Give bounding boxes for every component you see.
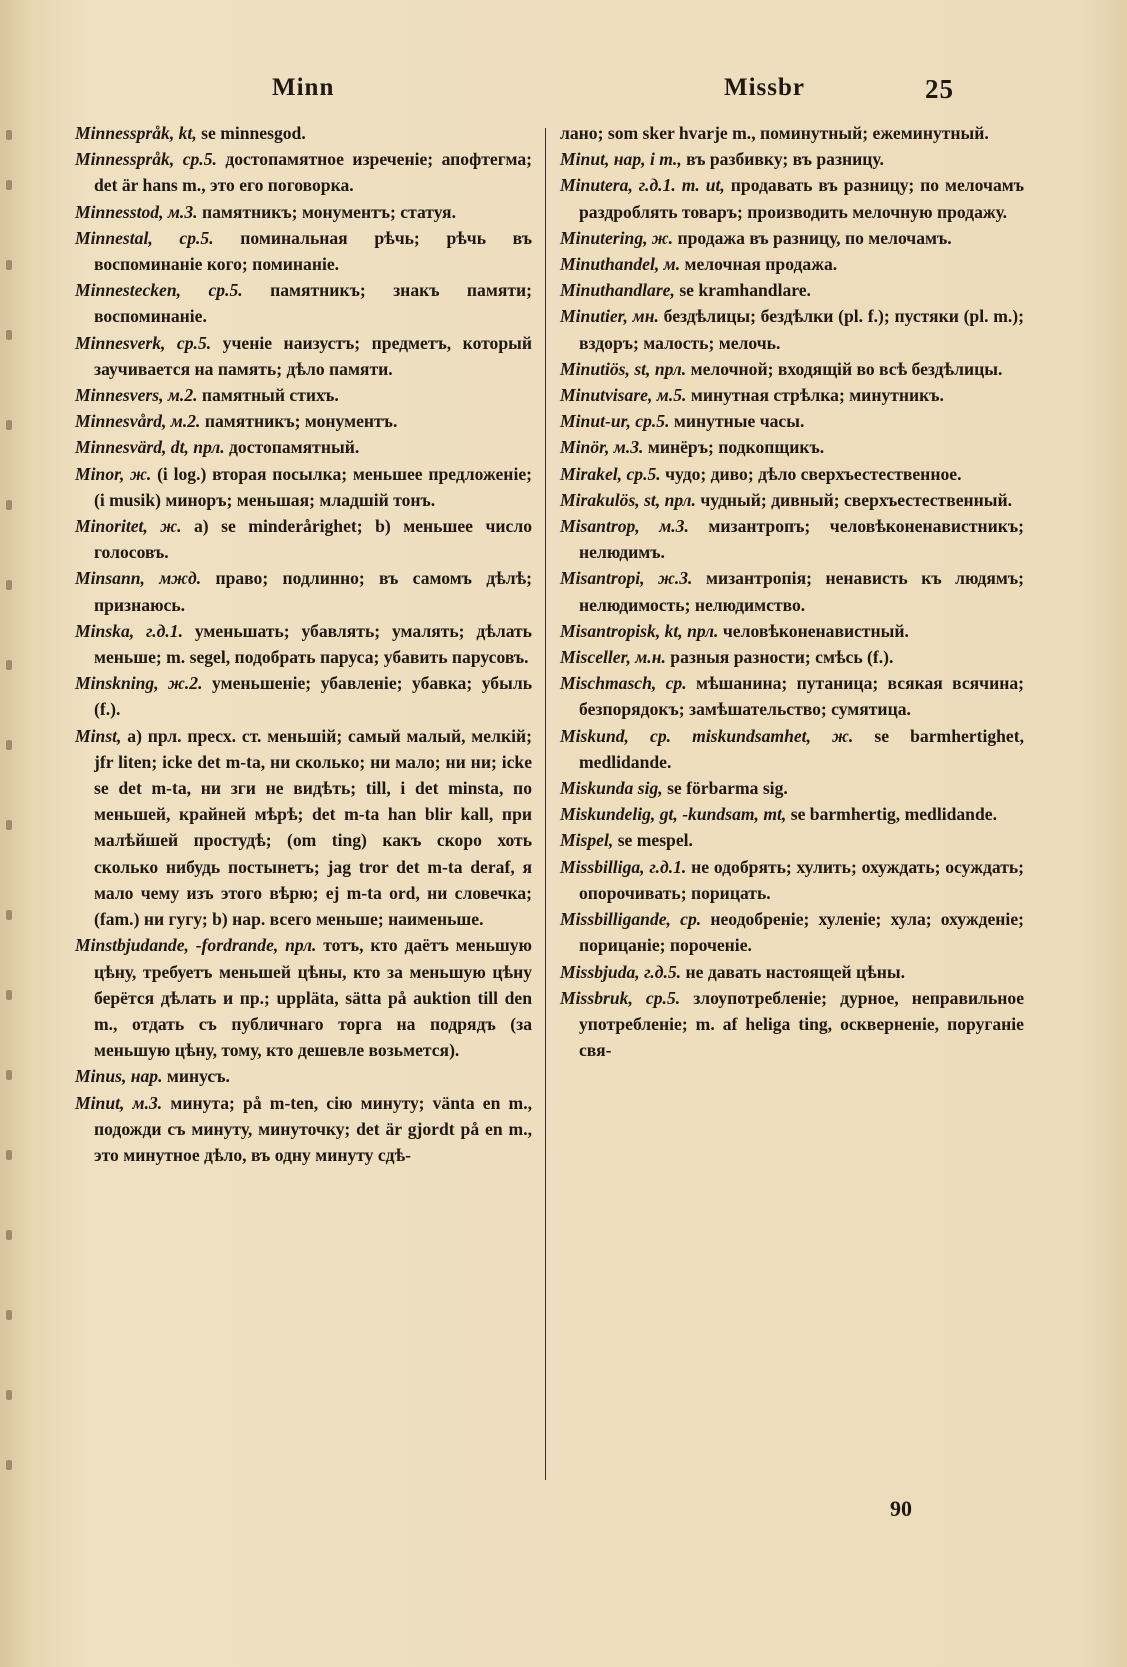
entry-headword: Minutier, мн. xyxy=(560,306,659,327)
running-header xyxy=(0,74,1127,114)
signature-mark: 90 xyxy=(890,1496,912,1521)
dictionary-entry xyxy=(75,120,532,146)
entry-headword: Miskundelig, gt, -kundsam, mt, xyxy=(560,804,787,825)
entry-definition: уменьшеніе; убавленіе; убавка; убыль (f.). xyxy=(94,673,532,720)
entry-definition: минутная стрѣлка; минутникъ. xyxy=(690,385,944,406)
entry-headword: Miskund, ср. miskundsamhet, ж. xyxy=(560,725,854,746)
entry-headword: Minnesvärd, dt, прл. xyxy=(75,437,225,458)
dictionary-entry xyxy=(560,959,1024,985)
entry-definition: продавать въ разницу; по мелочамъ раздроблять товаръ; производить мелочную продажу. xyxy=(579,175,1024,222)
entry-definition: памятникъ; монументъ; статуя. xyxy=(201,201,456,222)
header-right-guideword: Missbr xyxy=(724,74,805,101)
entry-definition: достопамятный. xyxy=(229,437,360,458)
dictionary-entry xyxy=(560,146,1024,172)
entry-definition: поминальная рѣчь; рѣчь въ воспоминаніе кого; поминаніе. xyxy=(94,227,533,275)
entry-headword: Minutvisare, м.5. xyxy=(560,385,687,406)
entry-definition: se barmhertighet, medlidande. xyxy=(579,725,1024,772)
dictionary-entry xyxy=(75,513,532,565)
entry-headword: Minuthandel, м. xyxy=(560,254,681,275)
margin-stains xyxy=(0,120,22,1620)
dictionary-entry xyxy=(75,932,532,1063)
dictionary-entry xyxy=(560,827,1024,853)
column-divider xyxy=(545,128,546,1480)
entry-definition: минутные часы. xyxy=(673,411,805,432)
entry-headword: Minut, м.3. xyxy=(75,1092,163,1113)
entry-headword: Minutering, ж. xyxy=(560,227,674,248)
entry-definition: минусъ. xyxy=(166,1066,230,1087)
entry-definition: se barmhertig, medlidande. xyxy=(790,804,997,825)
header-left-guideword: Minn xyxy=(272,74,335,101)
entry-definition: тотъ, кто даётъ меньшую цѣну, требуетъ меньшей цѣны, кто за меньшую цѣну берётся дѣлать и пр.; uppläta, sätta på auktion till den m., отдать съ публичнаго торга на подрядъ (за меньшую цѣну, тому, кто дешевле возьмется). xyxy=(94,935,532,1061)
dictionary-entry xyxy=(560,356,1024,382)
dictionary-entry xyxy=(560,120,1024,146)
dictionary-entry xyxy=(560,670,1024,722)
entry-definition: уменьшать; убавлять; умалять; дѣлать меньше; m. segel, подобрать паруса; убавить парусовъ. xyxy=(94,620,532,668)
entry-definition: чудо; диво; дѣло сверхъестественное. xyxy=(665,463,962,484)
entry-definition: памятный стихъ. xyxy=(201,385,339,406)
dictionary-entry xyxy=(560,854,1024,906)
entry-headword: Missbruk, ср.5. xyxy=(560,987,681,1008)
entry-definition: достопамятное изреченіе; апофтегма; det är hans m., это его поговорка. xyxy=(94,149,532,196)
dictionary-entry xyxy=(75,146,532,198)
dictionary-entry xyxy=(75,434,532,460)
dictionary-entry xyxy=(75,330,532,382)
entry-headword: Minnesstod, м.3. xyxy=(75,201,198,222)
entry-headword: Minst, xyxy=(75,725,122,746)
entry-definition: минута; på m-ten, сію минуту; vänta en m., подожди съ минуту, минуточку; det är gjordt på en m., это минутное дѣло, въ одну минуту сдѣ- xyxy=(94,1092,532,1165)
dictionary-entry xyxy=(75,723,532,933)
entry-definition: право; подлинно; въ самомъ дѣлѣ; признаюсь. xyxy=(94,568,532,615)
dictionary-entry xyxy=(560,618,1024,644)
entry-headword: Mischmasch, ср. xyxy=(560,673,687,694)
dictionary-entry xyxy=(560,906,1024,958)
entry-headword: Minuthandlare, xyxy=(560,280,675,301)
entry-headword: Minnesverk, ср.5. xyxy=(75,332,212,353)
entry-headword: Minnestecken, ср.5. xyxy=(75,280,243,301)
entry-definition: памятникъ; знакъ памяти; воспоминаніе. xyxy=(94,280,532,327)
entry-definition: se förbarma sig. xyxy=(667,778,788,799)
dictionary-entry xyxy=(560,172,1024,224)
dictionary-entry xyxy=(560,487,1024,513)
entry-headword: Misantropisk, kt, прл. xyxy=(560,620,719,641)
entry-definition: (i log.) вторая посылка; меньшее предложеніе; (i musik) миноръ; меньшая; младшій тонъ. xyxy=(94,463,532,510)
dictionary-entry xyxy=(560,225,1024,251)
entry-headword: Minska, г.д.1. xyxy=(75,620,183,641)
dictionary-entry xyxy=(75,1063,532,1089)
entry-definition: мѣшанина; путаница; всякая всячина; безпорядокъ; замѣшательство; сумятица. xyxy=(579,673,1025,720)
dictionary-entry xyxy=(560,513,1024,565)
entry-headword: Minstbjudande, -fordrande, прл. xyxy=(75,935,317,956)
dictionary-entry xyxy=(560,461,1024,487)
dictionary-entry xyxy=(75,1090,532,1169)
dictionary-entry xyxy=(560,251,1024,277)
entry-headword: Minnesspråk, ср.5. xyxy=(75,149,217,170)
entry-definition: мизантропъ; человѣконенавистникъ; нелюдимъ. xyxy=(579,516,1024,563)
dictionary-entry xyxy=(75,382,532,408)
entry-definition: лано; som sker hvarje m., поминутный; ежеминутный. xyxy=(560,123,989,143)
dictionary-entry xyxy=(75,618,532,670)
entry-definition: a) прл. пресх. ст. меньшій; самый малый, мелкій; jfr liten; icke det m-ta, ни сколько; ни мало; ни ни; icke se det m-ta, ни зги не видѣть; till, i det minsta, по меньшей, крайней мѣрѣ; det m-ta han blir kall, при малѣйшей простудѣ; (om ting) какъ скоро хоть сколько нибудь постынетъ; jag tror det m-ta deraf, я мало чему изъ этого вѣрю; ej m-ta ord, ни словечка; (fam.) ни гугу; b) нар. всего меньше; наименьше. xyxy=(94,725,532,930)
dictionary-entry xyxy=(75,277,532,329)
dictionary-entry xyxy=(560,801,1024,827)
dictionary-entry xyxy=(75,565,532,617)
dictionary-entry xyxy=(560,434,1024,460)
entry-definition: минёръ; подкопщикъ. xyxy=(647,437,825,458)
right-column xyxy=(560,120,1024,1063)
dictionary-entry xyxy=(75,225,532,277)
entry-definition: разныя разности; смѣсь (f.). xyxy=(670,647,894,668)
entry-definition: ученіе наизустъ; предметъ, который заучивается на память; дѣло памяти. xyxy=(94,332,533,379)
entry-headword: Miskunda sig, xyxy=(560,778,663,799)
left-column xyxy=(75,120,532,1168)
dictionary-entry xyxy=(75,461,532,513)
entry-definition: памятникъ; монументъ. xyxy=(204,411,398,432)
entry-headword: Mirakulös, st, прл. xyxy=(560,489,696,510)
entry-definition: злоупотребленіе; дурное, неправильное употребленіе; m. af heliga ting, оскверненіе, поруганіе свя- xyxy=(579,987,1024,1061)
entry-headword: Minut, нар, i m., xyxy=(560,149,682,170)
entry-headword: Misantrop, м.3. xyxy=(560,516,689,537)
entry-headword: Minsann, мжд. xyxy=(75,568,202,589)
entry-definition: въ разбивку; въ разницу. xyxy=(686,149,884,170)
entry-headword: Minskning, ж.2. xyxy=(75,673,203,694)
entry-definition: человѣконенавистный. xyxy=(722,620,909,641)
entry-headword: Misantropi, ж.3. xyxy=(560,568,693,589)
entry-definition: мизантропія; ненависть къ людямъ; нелюдимость; нелюдимство. xyxy=(579,568,1024,615)
dictionary-entry xyxy=(75,408,532,434)
dictionary-entry xyxy=(560,277,1024,303)
entry-headword: Misceller, м.н. xyxy=(560,647,666,668)
entry-headword: Minnestal, ср.5. xyxy=(75,227,214,248)
entry-definition: se mespel. xyxy=(617,830,693,851)
entry-headword: Minnesspråk, kt, xyxy=(75,123,197,143)
dictionary-entry xyxy=(75,199,532,225)
entry-definition: se kramhandlare. xyxy=(679,280,811,301)
dictionary-entry xyxy=(75,670,532,722)
entry-definition: не давать настоящей цѣны. xyxy=(685,961,906,982)
entry-headword: Minus, нар. xyxy=(75,1066,163,1087)
entry-definition: se minnesgod. xyxy=(201,123,306,143)
entry-definition: не одобрять; хулить; охуждать; осуждать; опорочивать; порицать. xyxy=(579,856,1025,903)
entry-headword: Mirakel, ср.5. xyxy=(560,463,661,484)
entry-definition: продажа въ разницу, по мелочамъ. xyxy=(677,227,952,248)
entry-headword: Minor, ж. xyxy=(75,463,152,484)
dictionary-entry xyxy=(560,644,1024,670)
dictionary-entry xyxy=(560,565,1024,617)
entry-headword: Minör, м.3. xyxy=(560,437,644,458)
entry-definition: мелочная продажа. xyxy=(684,254,838,275)
entry-headword: Missbjuda, г.д.5. xyxy=(560,961,682,982)
dictionary-entry xyxy=(560,303,1024,355)
entry-headword: Minnesvers, м.2. xyxy=(75,385,198,406)
entry-headword: Minut-ur, ср.5. xyxy=(560,411,670,432)
dictionary-entry xyxy=(560,985,1024,1064)
entry-headword: Missbilliga, г.д.1. xyxy=(560,856,687,877)
entry-headword: Minoritet, ж. xyxy=(75,516,182,537)
entry-headword: Mispel, xyxy=(560,830,614,851)
dictionary-entry xyxy=(560,382,1024,408)
entry-headword: Minnesvård, м.2. xyxy=(75,411,201,432)
entry-definition: мелочной; входящій во всѣ бездѣлицы. xyxy=(690,358,1003,379)
entry-headword: Missbilligande, ср. xyxy=(560,909,702,930)
entry-definition: чудный; дивный; сверхъестественный. xyxy=(700,489,1013,510)
dictionary-entry xyxy=(560,775,1024,801)
entry-definition: неодобреніе; хуленіе; хула; охужденіе; порицаніе; пороченіе. xyxy=(579,909,1024,956)
entry-definition: бездѣлицы; бездѣлки (pl. f.); пустяки (pl. m.); вздоръ; малость; мелочь. xyxy=(579,306,1024,353)
page-number: 25 xyxy=(925,74,954,104)
entry-headword: Minutiös, st, прл. xyxy=(560,358,687,379)
entry-definition: a) se minderårighet; b) меньшее число голосовъ. xyxy=(94,516,532,563)
dictionary-entry xyxy=(560,408,1024,434)
entry-headword: Minutera, г.д.1. m. ut, xyxy=(560,175,725,196)
dictionary-entry xyxy=(560,723,1024,775)
